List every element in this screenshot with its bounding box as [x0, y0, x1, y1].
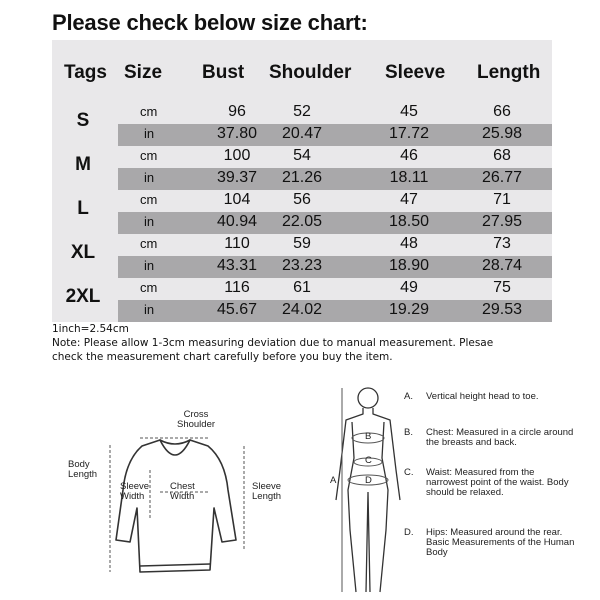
page-title: Please check below size chart:: [52, 10, 368, 35]
table-cell: 43.31: [216, 257, 258, 274]
table-cell: 17.72: [388, 125, 430, 142]
body-figure: [322, 380, 422, 600]
header-sleeve: Sleeve: [385, 62, 446, 83]
table-row: [52, 102, 552, 124]
table-cell: 22.05: [281, 213, 323, 230]
table-cell: 96: [228, 103, 246, 120]
table-row: [52, 124, 552, 146]
table-row: [52, 234, 552, 256]
table-cell: 56: [293, 191, 311, 208]
table-cell: 59: [293, 235, 311, 252]
table-cell: 25.98: [481, 125, 523, 142]
size-tag: S: [76, 110, 90, 131]
table-header: [52, 40, 552, 102]
table-cell: 24.02: [281, 301, 323, 318]
legend-text: Vertical height head to toe.: [426, 391, 539, 402]
table-row: [52, 146, 552, 168]
table-cell: 29.53: [481, 301, 523, 318]
header-size: Size: [124, 62, 163, 83]
table-cell: 39.37: [216, 169, 258, 186]
chest-width-label: Chest Width: [170, 481, 195, 502]
table-cell: 45: [400, 103, 418, 120]
table-row: [52, 190, 552, 212]
table-cell: 73: [493, 235, 511, 252]
size-chart-table: [52, 40, 552, 322]
legend-text: Chest: Measured in a circle around the breasts and back.: [426, 427, 574, 448]
unit-label: cm: [140, 148, 158, 163]
table-cell: 19.29: [388, 301, 430, 318]
unit-label: in: [144, 214, 155, 229]
unit-label: in: [144, 126, 155, 141]
table-cell: 100: [223, 147, 251, 164]
marker-c: C: [365, 455, 372, 466]
table-cell: 110: [224, 235, 250, 252]
table-cell: 37.80: [216, 125, 258, 142]
table-row: [52, 300, 552, 322]
table-cell: 75: [493, 279, 511, 296]
table-cell: 40.94: [216, 213, 258, 230]
table-cell: 18.50: [388, 213, 430, 230]
table-cell: 49: [400, 279, 418, 296]
legend-text: Waist: Measured from the narrowest point of the waist. Body should be relaxed.: [426, 467, 569, 498]
size-tag: XL: [70, 242, 96, 263]
marker-d: D: [365, 475, 372, 486]
table-cell: 28.74: [481, 257, 523, 274]
table-cell: 18.11: [389, 169, 429, 186]
table-cell: 26.77: [481, 169, 523, 186]
table-cell: 47: [400, 191, 418, 208]
conversion-note: 1inch=2.54cm: [52, 323, 129, 335]
table-cell: 23.23: [281, 257, 323, 274]
unit-label: in: [144, 258, 155, 273]
table-cell: 27.95: [481, 213, 523, 230]
notes: [52, 322, 572, 364]
header-tags: Tags: [64, 62, 107, 83]
header-length: Length: [477, 62, 541, 83]
size-tag: M: [75, 154, 91, 175]
sleeve-width-label: Sleeve Width: [120, 481, 150, 502]
table-cell: 48: [400, 235, 418, 252]
unit-label: cm: [140, 104, 158, 119]
header-bust: Bust: [202, 62, 245, 83]
table-row: [52, 256, 552, 278]
marker-b: B: [365, 431, 372, 442]
table-cell: 61: [293, 279, 311, 296]
table-cell: 45.67: [216, 301, 258, 318]
legend-letter: B.: [404, 427, 413, 438]
deviation-note-line2: check the measurement chart carefully before you buy the item.: [52, 351, 393, 363]
unit-label: cm: [140, 280, 158, 295]
unit-label: cm: [140, 192, 158, 207]
size-tag: L: [77, 198, 89, 219]
unit-label: in: [144, 170, 155, 185]
legend-text: Hips: Measured around the rear. Basic Measurements of the Human Body: [426, 527, 575, 558]
table-cell: 52: [293, 103, 311, 120]
unit-label: in: [144, 302, 155, 317]
table-cell: 20.47: [281, 125, 323, 142]
table-cell: 71: [493, 191, 511, 208]
legend-letter: C.: [404, 467, 414, 478]
legend-letter: A.: [404, 391, 413, 402]
table-row: [52, 168, 552, 190]
table-row: [52, 278, 552, 300]
unit-label: cm: [140, 236, 158, 251]
legend-letter: D.: [404, 527, 414, 538]
header-shoulder: Shoulder: [269, 62, 352, 83]
marker-a: A: [330, 475, 337, 486]
table-cell: 68: [493, 147, 511, 164]
sleeve-length-label: Sleeve Length: [252, 481, 282, 502]
body-length-label: Body Length: [68, 459, 98, 480]
table-cell: 116: [224, 279, 250, 296]
table-cell: 104: [223, 191, 251, 208]
table-row: [52, 212, 552, 234]
table-cell: 66: [493, 103, 511, 120]
table-cell: 54: [293, 147, 311, 164]
table-cell: 21.26: [281, 169, 323, 186]
table-cell: 46: [400, 147, 418, 164]
cross-shoulder-label: Cross Shoulder: [176, 409, 216, 430]
measurement-figure: [0, 380, 600, 600]
deviation-note-line1: Note: Please allow 1-3cm measuring deviation due to manual measurement. Plesae: [52, 337, 494, 349]
table-cell: 18.90: [388, 257, 430, 274]
size-tag: 2XL: [65, 286, 101, 307]
